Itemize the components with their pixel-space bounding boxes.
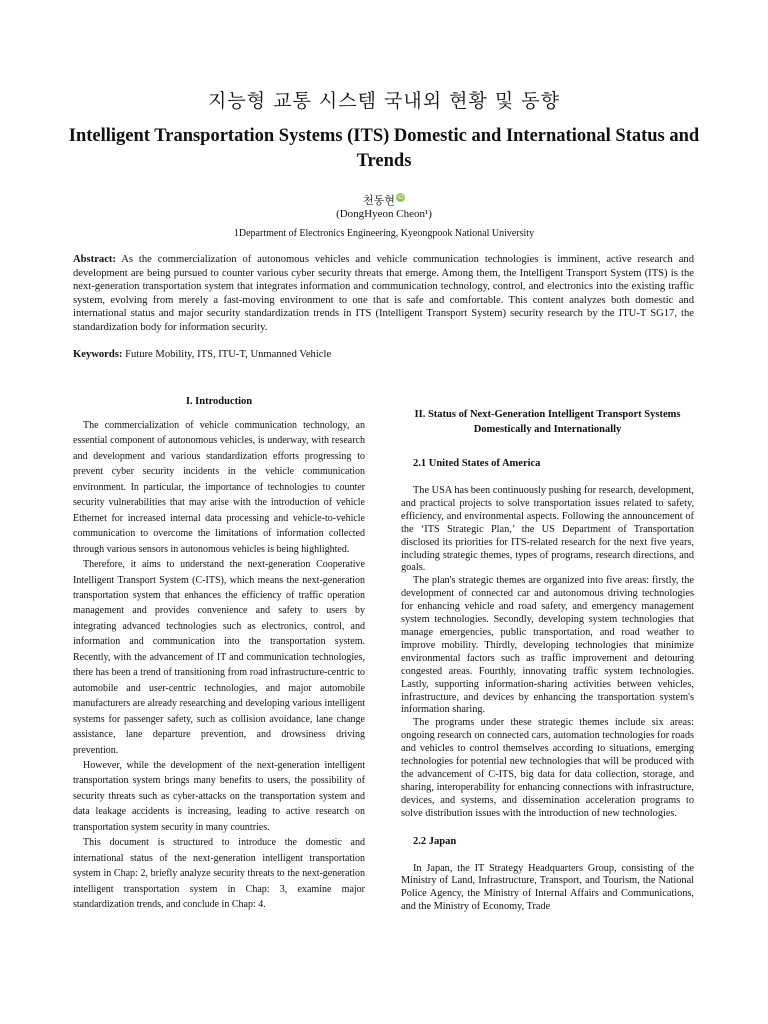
section-heading-line1: II. Status of Next-Generation Intelligent Transport Systems bbox=[414, 409, 681, 420]
orcid-icon[interactable]: iD bbox=[397, 194, 404, 202]
affiliation: 1Department of Electronics Engineering, Kyeongpook National University bbox=[233, 228, 535, 239]
author-korean-line bbox=[0, 192, 768, 208]
korean-title: 지능형 교통 시스템 국내외 현황 및 동향 bbox=[208, 90, 560, 112]
keywords bbox=[73, 349, 694, 360]
intro-paragraph: This document is structured to introduce the domestic and international status of the next-generation intelligent transportation system in Chap: 2, briefly analyze security threats to the next-generation intelligent transportation system in Chap: 3, examine major standardization trends, and conclude in Chap: 4. bbox=[73, 837, 365, 911]
abstract bbox=[73, 253, 694, 335]
section-heading-status bbox=[401, 407, 694, 437]
intro-paragraph: However, while the development of the next-generation intelligent transportation system brings many benefits to users, the possibility of security threats such as cyber-attacks on the transportation system and data leakage accidents is increasing, leading to active research on transportation system security in many countries. bbox=[73, 759, 365, 833]
intro-paragraph: Therefore, it aims to understand the next-generation Cooperative Intelligent Transport System (C-ITS), which means the next-generation transportation system that enhances the efficiency of traffic operation management and provides convenience and safety to users by integrating advanced technologies such as electronics, control, and information and communication into the transportation system. Recently, with the advancement of IT and communication technologies, there has been a trend of transitioning from road infrastructure-centric to automobile and user-centric technologies, and major automobile manufacturers are already researching and developing various intelligent systems for passenger safety, such as collision avoidance, lane change assistance, lane departure prevention, and drowsiness driving prevention. bbox=[73, 559, 365, 756]
left-column bbox=[73, 394, 365, 913]
abstract-text: As the commercialization of autonomous vehicles and vehicle communication technologies is imminent, active research and development are being pursued to counter various cyber security threats that emerge. Among them, the Intelligent Transport System (ITS) is the next-generation transportation system that integrates information and communication technology, control, and electronics into the existing traffic system, evolving from merely a fast-moving environment to one that is safe and comfortable. This content analyzes both domestic and international status and major security standardization trends in ITS (Intelligent Transport System) security research by the ITU-T SG17, the standardization body for information security. bbox=[73, 254, 694, 333]
subsection-usa: 2.1 United States of America bbox=[413, 458, 541, 469]
japan-paragraph: In Japan, the IT Strategy Headquarters Group, consisting of the Ministry of Land, Infrastructure, Transport, and Tourism, the National Police Agency, the Ministry of Internal Affairs and Communications, and the Ministry of Economy, Trade bbox=[401, 862, 694, 913]
english-title: Intelligent Transportation Systems (ITS) Domestic and International Status and Trends bbox=[68, 126, 700, 171]
author-korean-name: 천동현 bbox=[363, 194, 395, 207]
right-column bbox=[401, 407, 694, 914]
usa-paragraph: The plan's strategic themes are organized into five areas: firstly, the development of connected car and autonomous driving technologies for enhancing vehicle and road safety, and emergency management system technologies. Secondly, developing system technologies that manage emergencies, public transportation, and road weather to improve mobility. Thirdly, developing technologies that minimize environmental factors such as traffic improvement and detouring congested areas. Fourthly, innovating traffic system technologies. Lastly, supporting information-sharing activities between vehicles, infrastructure, and devices by enhancing the transportation system's information sharing. bbox=[401, 575, 694, 716]
section-heading-line2: Domestically and Internationally bbox=[473, 424, 622, 435]
keywords-text: Future Mobility, ITS, ITU-T, Unmanned Vehicle bbox=[125, 349, 332, 360]
intro-paragraph: The commercialization of vehicle communication technology, an essential component of autonomous vehicles, is underway, with research and development and various standardization efforts progressing to prevent cyber security incidents in the vehicle communication environment. In particular, the importance of technologies to counter security vulnerabilities that may arise with the introduction of vehicle Ethernet for increased internal data processing and vehicle-to-vehicle communication to overcome the limitations of information collected through various sensors in autonomous vehicles is being highlighted. bbox=[73, 420, 365, 555]
abstract-label: Abstract: bbox=[73, 254, 116, 265]
subsection-japan: 2.2 Japan bbox=[413, 835, 457, 847]
usa-paragraph: The programs under these strategic themes include six areas: ongoing research on connected cars, automation technologies for roads and vehicles to control themselves according to situations, emerging technologies for potential new technologies that will be produced with the advancement of C-ITS, big data for data collection, storage, and sharing, interoperability for enhancing connections with infrastructure, devices, and systems, and dissemination acceleration programs to solve distribution issues with the introduction of new technologies. bbox=[401, 717, 694, 819]
section-heading-introduction: I. Introduction bbox=[185, 396, 253, 407]
keywords-label: Keywords: bbox=[73, 349, 123, 360]
author-english-name: (DongHyeon Cheon¹) bbox=[336, 208, 432, 220]
usa-paragraph: The USA has been continuously pushing for research, development, and practical projects to solve transportation issues related to safety, efficiency, and environmental aspects. Following the announcement of the ‘ITS Strategic Plan,’ the US Department of Transportation disclosed its priorities for ITS-related research for the next five years, including strategic themes, types of programs, research directions, and goals. bbox=[401, 485, 694, 574]
